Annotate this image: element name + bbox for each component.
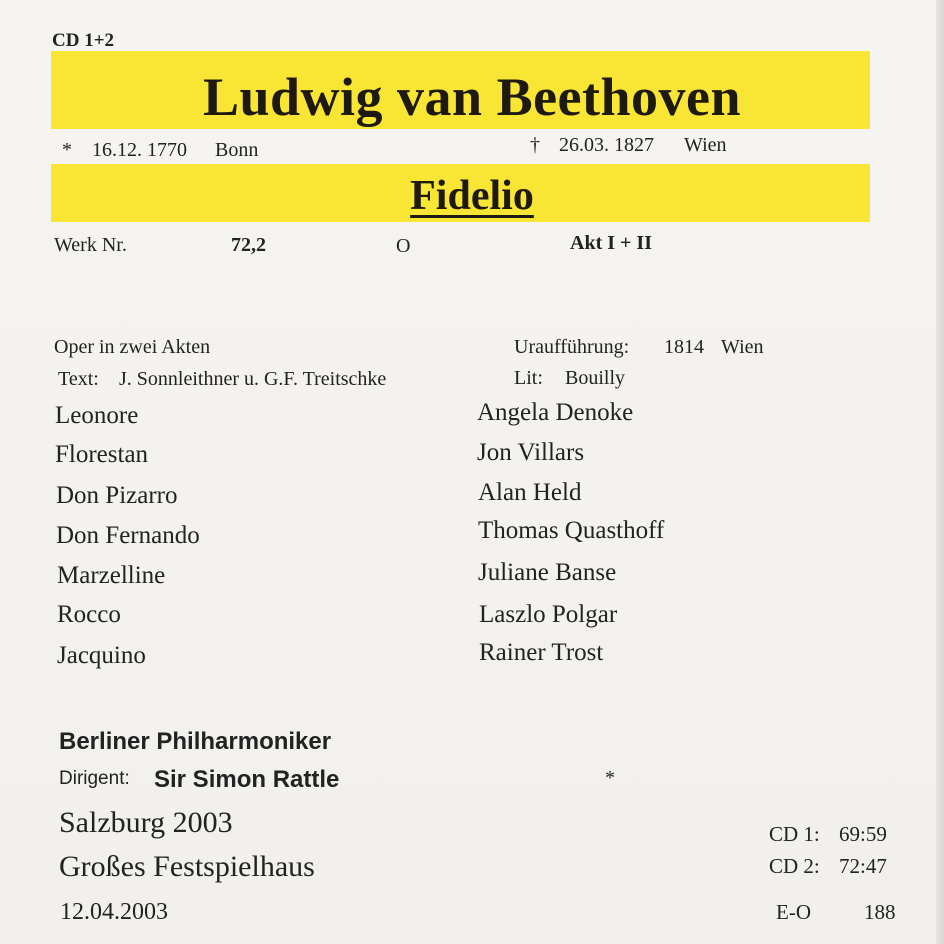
- cd1-duration: 69:59: [839, 822, 887, 846]
- cast-singer: Thomas Quasthoff: [478, 517, 665, 544]
- cast-singer: Jon Villars: [477, 439, 585, 466]
- conductor-name: Sir Simon Rattle: [154, 766, 340, 793]
- performance-date: 12.04.2003: [60, 899, 168, 925]
- cd1-label: CD 1:: [769, 822, 820, 846]
- literary-source: Bouilly: [565, 367, 626, 389]
- birth-symbol: *: [62, 139, 72, 161]
- cast-role: Don Fernando: [56, 522, 200, 549]
- cd-label: CD 1+2: [52, 30, 115, 51]
- werk-number: 72,2: [231, 234, 266, 256]
- venue-hall: Großes Festspielhaus: [59, 850, 315, 883]
- opera-genre: Oper in zwei Akten: [54, 336, 211, 358]
- werk-acts: Akt I + II: [570, 232, 652, 254]
- birth-date: 16.12. 1770: [92, 139, 187, 161]
- cd2-duration: 72:47: [839, 854, 887, 878]
- cast-singer: Juliane Banse: [478, 559, 617, 586]
- cast-role: Marzelline: [57, 562, 166, 589]
- opera-title: Fidelio: [410, 173, 534, 219]
- conductor-label: Dirigent:: [59, 768, 130, 789]
- literary-source-label: Lit:: [514, 367, 543, 389]
- premiere-year: 1814: [664, 336, 704, 358]
- premiere-label: Uraufführung:: [514, 336, 630, 358]
- cast-singer: Laszlo Polgar: [479, 601, 618, 628]
- cast-role: Leonore: [55, 402, 139, 429]
- death-date: 26.03. 1827: [559, 134, 654, 156]
- cast-singer: Angela Denoke: [477, 399, 634, 426]
- death-place: Wien: [684, 134, 727, 156]
- page-edge: [936, 0, 944, 944]
- cast-role: Jacquino: [57, 642, 146, 669]
- death-symbol: †: [530, 134, 540, 156]
- catalog-number: 188: [864, 900, 896, 924]
- catalog-label: E-O: [776, 900, 811, 924]
- cast-role: Rocco: [57, 601, 121, 628]
- cast-singer: Rainer Trost: [479, 639, 604, 666]
- orchestra: Berliner Philharmoniker: [59, 728, 332, 755]
- libretto-label: Text:: [58, 368, 99, 390]
- werk-label: Werk Nr.: [54, 234, 127, 256]
- werk-type: O: [396, 235, 411, 257]
- birth-place: Bonn: [215, 139, 259, 161]
- asterisk-mark: *: [605, 767, 615, 789]
- libretto-authors: J. Sonnleithner u. G.F. Treitschke: [119, 368, 387, 390]
- venue-city-year: Salzburg 2003: [59, 806, 233, 839]
- premiere-place: Wien: [721, 336, 764, 358]
- cast-role: Florestan: [55, 441, 149, 468]
- cast-role: Don Pizarro: [56, 482, 178, 509]
- composer-name: Ludwig van Beethoven: [202, 67, 742, 127]
- cd2-label: CD 2:: [769, 854, 820, 878]
- cast-singer: Alan Held: [478, 479, 582, 506]
